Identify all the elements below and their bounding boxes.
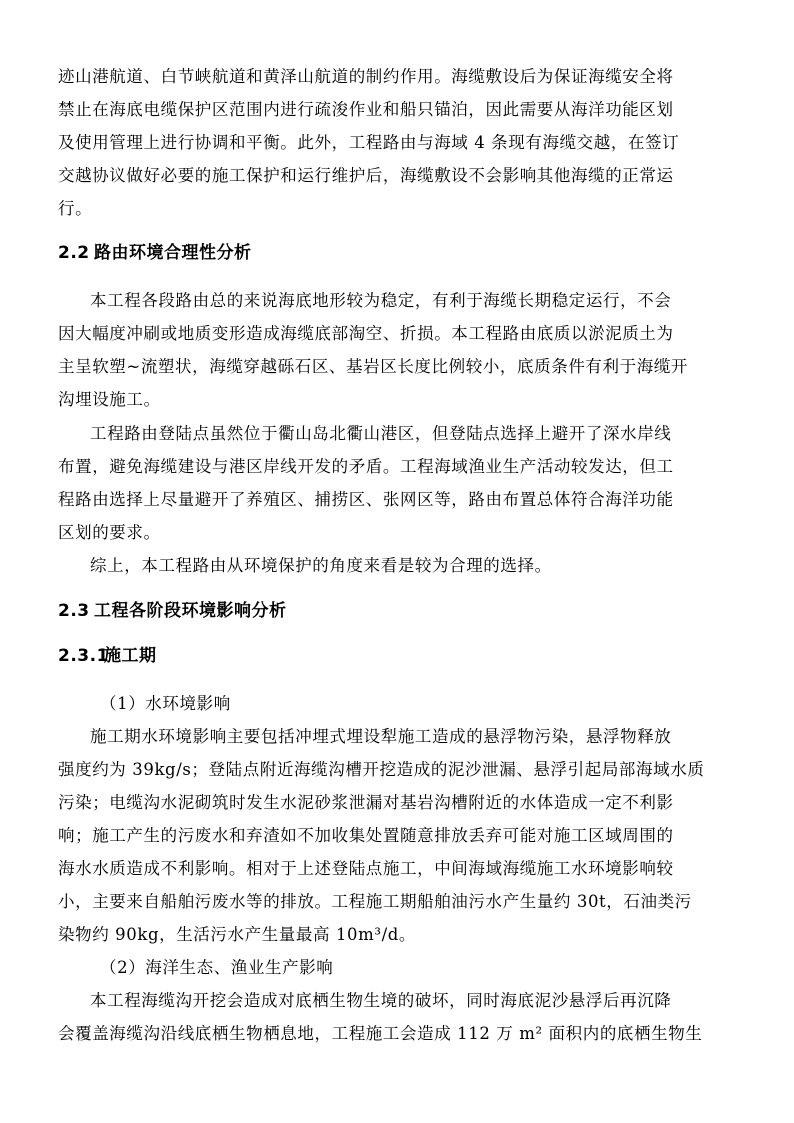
list-item-heading: （1）水环境影响 <box>100 694 231 713</box>
section-title: 工程各阶段环境影响分析 <box>94 601 287 621</box>
paragraph-line: 沟埋设施工。 <box>58 390 161 409</box>
paragraph-line: 会覆盖海缆沟沿线底栖生物栖息地，工程施工会造成 112 万 m² 面积内的底栖生物生 <box>58 1024 703 1043</box>
section-heading-2-2 <box>58 237 252 270</box>
paragraph-line: 本工程各段路由总的来说海底地形较为稳定，有利于海缆长期稳定运行，不会 <box>90 291 672 310</box>
section-number: 2.3.1 <box>58 646 109 666</box>
subsection-heading-2-3-1 <box>58 640 157 673</box>
section-number: 2.3 <box>58 601 90 621</box>
paragraph-line: 海水水质造成不利影响。相对于上述登陆点施工，中间海域海缆施工水环境影响较 <box>58 859 674 878</box>
paragraph-line: 布置，避免海缆建设与港区岸线开发的矛盾。工程海域渔业生产活动较发达，但工 <box>58 457 674 476</box>
list-item-heading: （2）海洋生态、渔业生产影响 <box>100 958 334 977</box>
paragraph-line: 工程路由登陆点虽然位于衢山岛北衢山港区，但登陆点选择上避开了深水岸线 <box>90 424 672 443</box>
paragraph-line: 响；施工产生的污废水和弃渣如不加收集处置随意排放丢弃可能对施工区域周围的 <box>58 826 674 845</box>
paragraph-line: 交越协议做好必要的施工保护和运行维护后，海缆敷设不会影响其他海缆的正常运 <box>58 166 674 185</box>
section-title: 路由环境合理性分析 <box>94 243 252 263</box>
paragraph-line: 及使用管理上进行协调和平衡。此外，工程路由与海域 4 条现有海缆交越，在签订 <box>58 133 680 152</box>
section-number: 2.2 <box>58 243 90 263</box>
section-heading-2-3 <box>58 595 287 628</box>
paragraph-line: 本工程海缆沟开挖会造成对底栖生物生境的破坏，同时海底泥沙悬浮后再沉降 <box>90 991 672 1010</box>
paragraph-line: 禁止在海底电缆保护区范围内进行疏浚作业和船只锚泊，因此需要从海洋功能区划 <box>58 100 674 119</box>
paragraph-line: 因大幅度冲刷或地质变形造成海缆底部淘空、折损。本工程路由底质以淤泥质土为 <box>58 324 674 343</box>
paragraph-line: 强度约为 39kg/s；登陆点附近海缆沟槽开挖造成的泥沙泄漏、悬浮引起局部海域水质 <box>58 760 705 779</box>
paragraph-line: 染物约 90kg，生活污水产生量最高 10m³/d。 <box>58 925 417 944</box>
paragraph-line: 污染；电缆沟水泥砌筑时发生水泥砂浆泄漏对基岩沟槽附近的水体造成一定不利影 <box>58 793 674 812</box>
paragraph-line: 区划的要求。 <box>58 523 161 542</box>
paragraph-line: 施工期水环境影响主要包括冲埋式埋设犁施工造成的悬浮物污染，悬浮物释放 <box>90 727 672 746</box>
paragraph-line: 程路由选择上尽量避开了养殖区、捕捞区、张网区等，路由布置总体符合海洋功能 <box>58 490 674 509</box>
paragraph-line: 小，主要来自船舶污废水等的排放。工程施工期船舶油污水产生量约 30t，石油类污 <box>58 892 692 911</box>
paragraph-line: 迹山港航道、白节峡航道和黄泽山航道的制约作用。海缆敷设后为保证海缆安全将 <box>58 67 674 86</box>
paragraph-line: 行。 <box>58 199 93 218</box>
paragraph-line: 综上，本工程路由从环境保护的角度来看是较为合理的选择。 <box>90 556 552 575</box>
section-title: 施工期 <box>104 646 157 666</box>
paragraph-line: 主呈软塑~流塑状，海缆穿越砾石区、基岩区长度比例较小，底质条件有利于海缆开 <box>58 357 689 376</box>
